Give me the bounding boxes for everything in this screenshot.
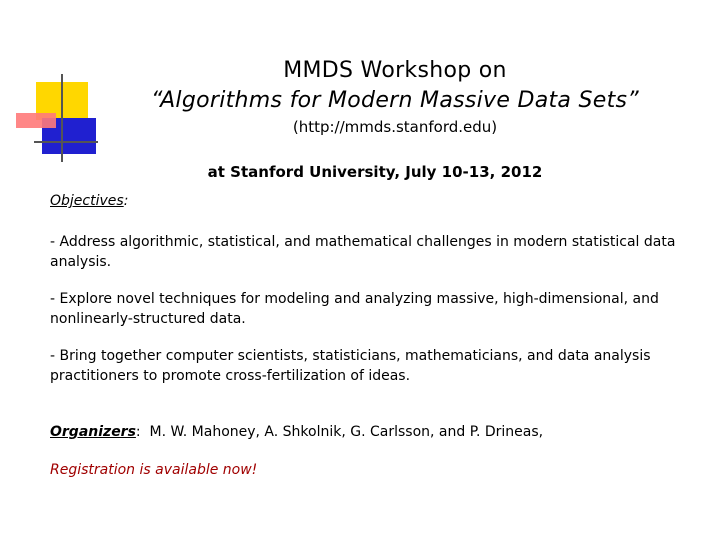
registration-notice: Registration is available now! <box>50 462 258 478</box>
title-line-1: MMDS Workshop on <box>283 58 507 83</box>
objective-item-2: - Explore novel techniques for modeling and analyzing massive, high-dimensional, and nonlinearly-structured data. <box>50 291 659 327</box>
objectives-heading: Objectives: <box>50 193 129 209</box>
organizers-label: Organizers <box>50 424 136 440</box>
title-line-2: “Algorithms for Modern Massive Data Sets” <box>150 88 639 113</box>
workshop-url[interactable]: (http://mmds.stanford.edu) <box>292 118 498 136</box>
organizers-names: M. W. Mahoney, A. Shkolnik, G. Carlsson, and P. Drineas, <box>149 424 544 440</box>
venue-date: at Stanford University, July 10-13, 2012 <box>207 163 543 181</box>
decorative-logo-squares <box>0 0 110 170</box>
objective-item-3: - Bring together computer scientists, statisticians, mathematicians, and data analysis practitioners to promote cross-fertilization of ideas. <box>50 348 651 384</box>
objective-item-1: - Address algorithmic, statistical, and mathematical challenges in modern statistical data analysis. <box>50 234 676 270</box>
organizers-line: Organizers: M. W. Mahoney, A. Shkolnik, G. Carlsson, and P. Drineas, <box>50 424 544 440</box>
